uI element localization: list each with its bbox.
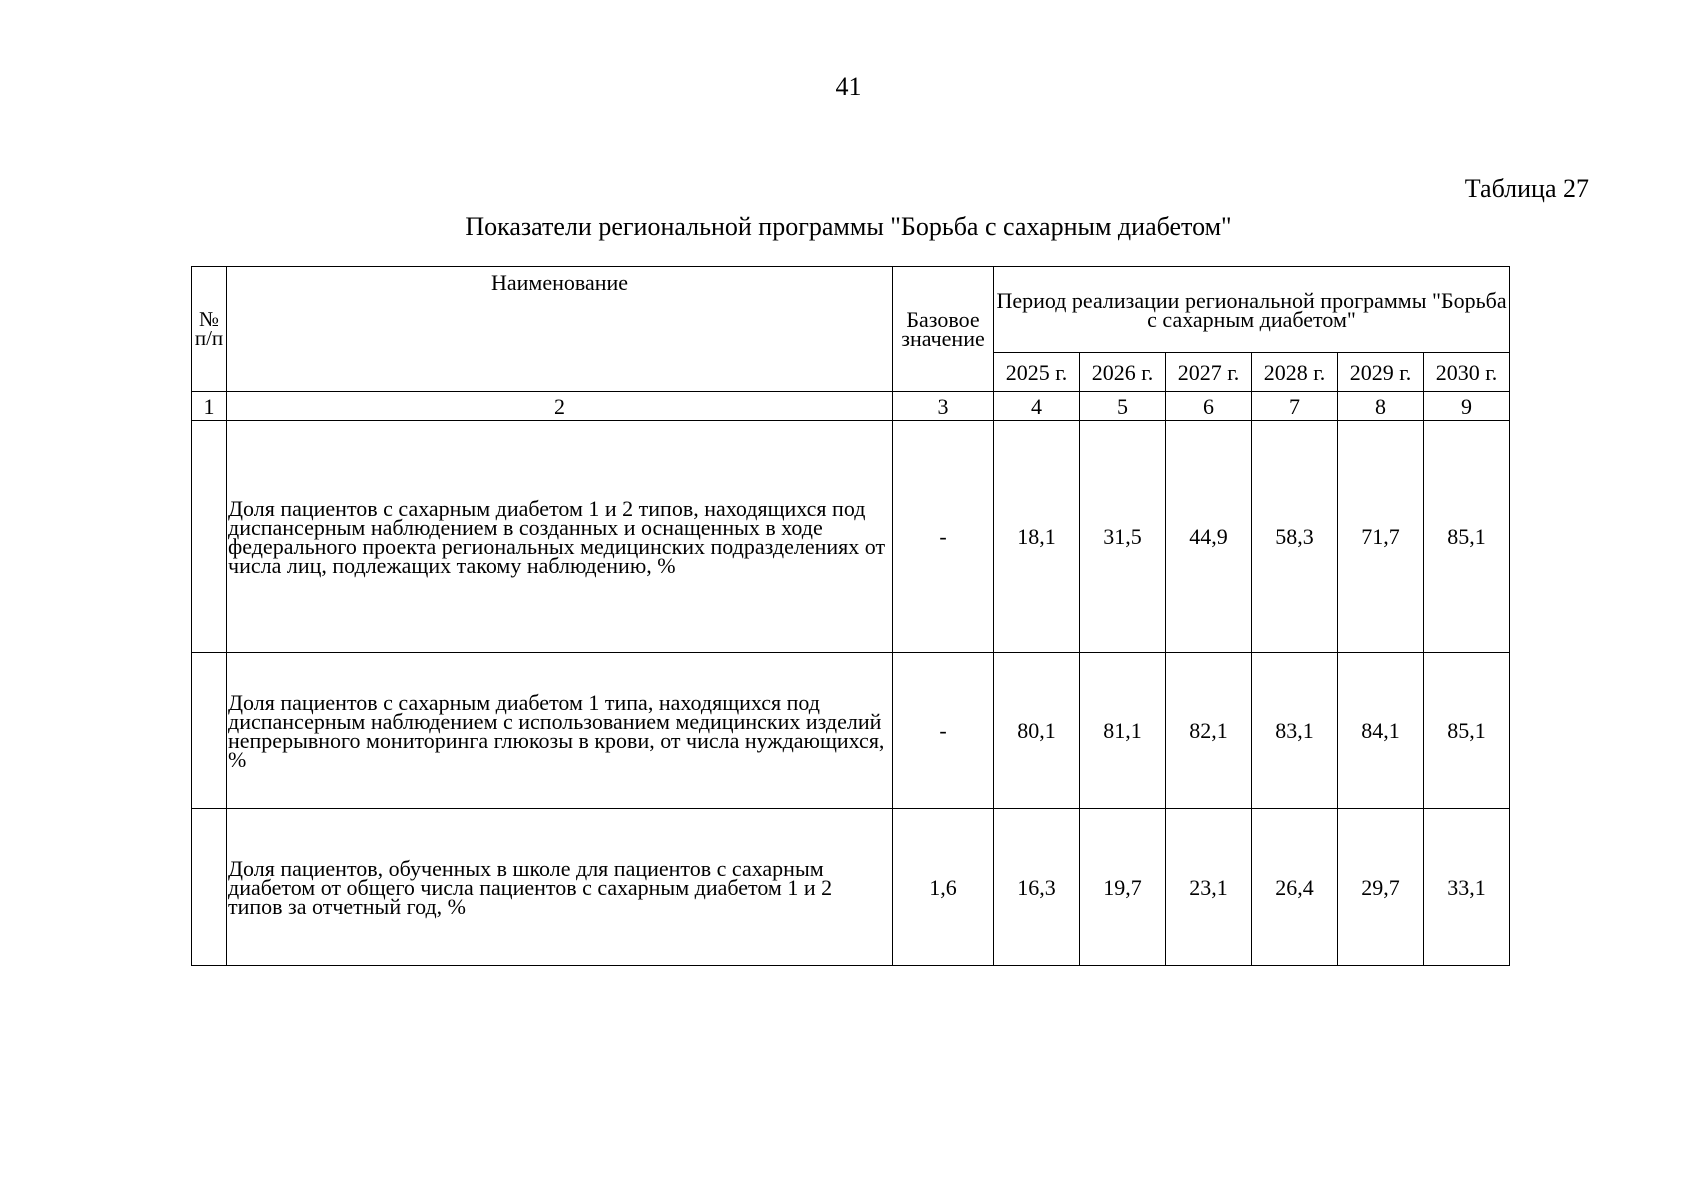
header-year: 2030 г. [1424,353,1510,392]
row-base-value: - [893,653,994,809]
row-value: 80,1 [994,653,1080,809]
header-year: 2027 г. [1166,353,1252,392]
column-number: 6 [1166,392,1252,421]
row-value: 29,7 [1338,809,1424,966]
row-value: 23,1 [1166,809,1252,966]
row-value: 85,1 [1424,421,1510,653]
row-num [192,421,227,653]
row-value: 16,3 [994,809,1080,966]
row-value: 82,1 [1166,653,1252,809]
header-period: Период реализации региональной программы "Борьба с сахарным диабетом" [994,267,1510,353]
row-num [192,809,227,966]
row-value: 85,1 [1424,653,1510,809]
row-value: 18,1 [994,421,1080,653]
row-value: 83,1 [1252,653,1338,809]
row-name: Доля пациентов с сахарным диабетом 1 и 2 типов, находящихся под диспансерным наблюдением в созданных и оснащенных в ходе федерального проекта региональных медицинских подразделениях от числа лиц, подлежащих такому наблюдению, % [227,421,893,653]
row-value: 71,7 [1338,421,1424,653]
row-value: 58,3 [1252,421,1338,653]
header-year: 2026 г. [1080,353,1166,392]
row-name: Доля пациентов с сахарным диабетом 1 типа, находящихся под диспансерным наблюдением с использованием медицинских изделий непрерывного мониторинга глюкозы в крови, от числа нуждающихся, % [227,653,893,809]
column-number: 3 [893,392,994,421]
indicators-table [191,266,1510,966]
row-value: 33,1 [1424,809,1510,966]
row-value: 19,7 [1080,809,1166,966]
column-number: 9 [1424,392,1510,421]
table-title: Показатели региональной программы "Борьба с сахарным диабетом" [465,212,1232,241]
header-year: 2029 г. [1338,353,1424,392]
row-name: Доля пациентов, обученных в школе для пациентов с сахарным диабетом от общего числа пациентов с сахарным диабетом 1 и 2 типов за отчетный год, % [227,809,893,966]
table-label: Таблица 27 [1464,174,1589,203]
row-value: 84,1 [1338,653,1424,809]
table-row [192,809,1510,966]
column-number: 2 [227,392,893,421]
header-year: 2025 г. [994,353,1080,392]
row-base-value: 1,6 [893,809,994,966]
header-name: Наименование [227,267,893,392]
column-number: 5 [1080,392,1166,421]
page-number: 41 [835,72,862,101]
row-value: 26,4 [1252,809,1338,966]
row-value: 44,9 [1166,421,1252,653]
header-base: Базовое значение [893,267,994,392]
row-value: 81,1 [1080,653,1166,809]
header-num: № п/п [192,267,227,392]
row-base-value: - [893,421,994,653]
column-number: 1 [192,392,227,421]
row-num [192,653,227,809]
row-value: 31,5 [1080,421,1166,653]
table-row [192,653,1510,809]
column-number: 7 [1252,392,1338,421]
header-year: 2028 г. [1252,353,1338,392]
column-number-row [192,392,1510,421]
table-row [192,421,1510,653]
column-number: 8 [1338,392,1424,421]
column-number: 4 [994,392,1080,421]
